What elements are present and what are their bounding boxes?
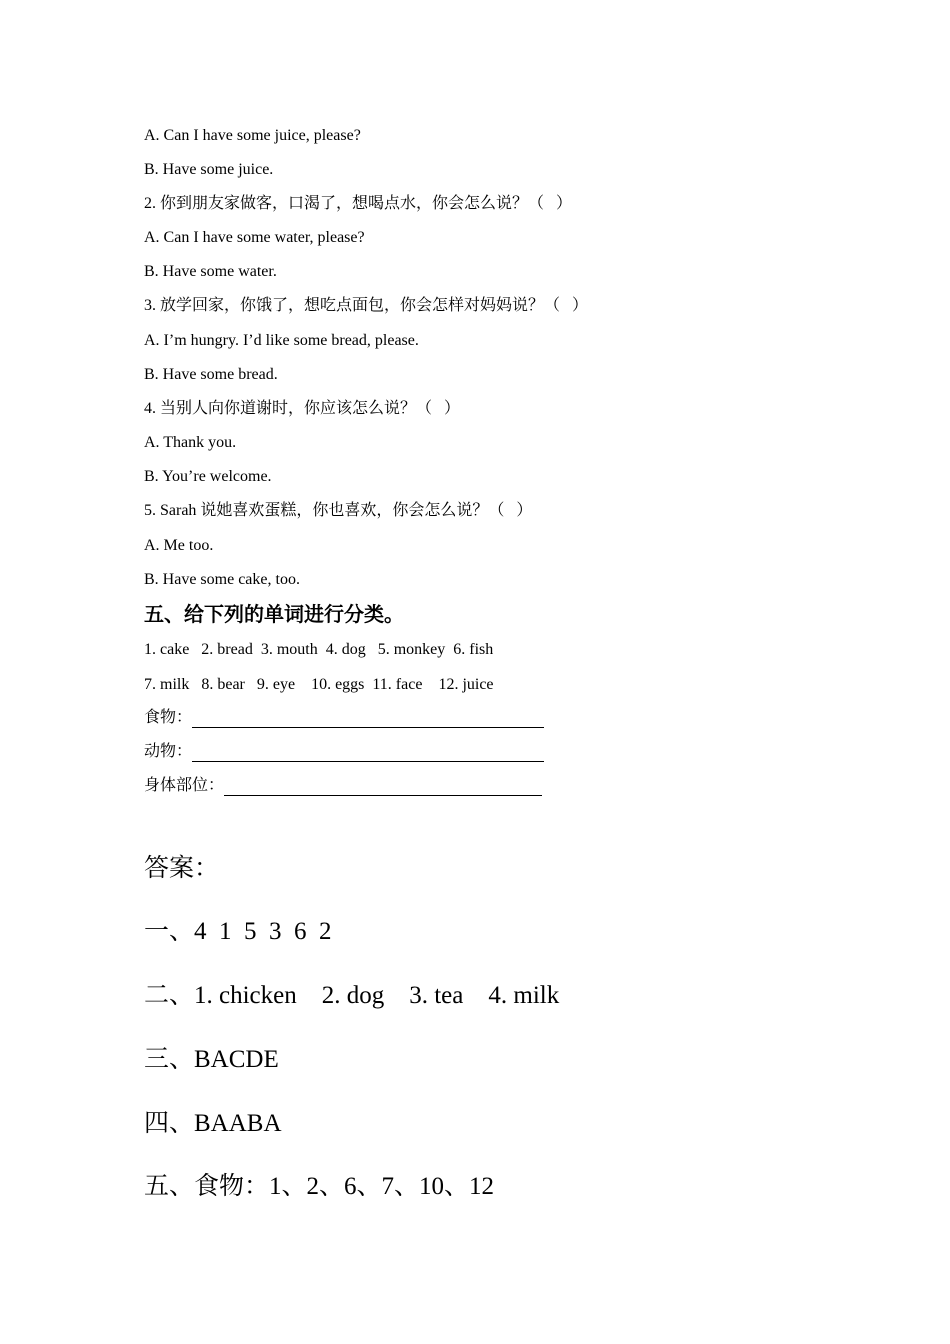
word-list-row-2: 7. milk 8. bear 9. eye 10. eggs 11. face 12. juice [144, 676, 494, 693]
q3-option-a: A. I’m hungry. I’d like some bread, please. [144, 332, 419, 349]
answer-heading: 答案： [144, 855, 220, 882]
animal-blank[interactable] [192, 747, 544, 762]
q4-option-a: A. Thank you. [144, 434, 237, 451]
answer-part-5: 五、食物：1、2、6、7、10、12 [144, 1173, 495, 1200]
animal-label: 动物： [144, 743, 193, 760]
food-blank[interactable] [192, 713, 544, 728]
q2-text: 2. 你到朋友家做客，口渴了，想喝点水，你会怎么说？（ ） [144, 195, 573, 212]
body-part-blank[interactable] [224, 781, 542, 796]
q5-option-a: A. Me too. [144, 537, 214, 554]
body-part-row [144, 776, 542, 796]
answer-part-2: 二、1. chicken 2. dog 3. tea 4. milk [144, 982, 560, 1009]
q1-option-a: A. Can I have some juice, please? [144, 127, 361, 144]
food-label: 食物： [144, 709, 193, 726]
q3-text: 3. 放学回家，你饿了，想吃点面包，你会怎样对妈妈说？（ ） [144, 297, 589, 314]
answer-part-3: 三、BACDE [144, 1046, 279, 1073]
q4-option-b: B. You’re welcome. [144, 468, 272, 485]
answer-part-4: 四、BAABA [144, 1110, 282, 1137]
q3-option-b: B. Have some bread. [144, 366, 278, 383]
q5-text: 5. Sarah 说她喜欢蛋糕，你也喜欢，你会怎么说？（ ） [144, 502, 533, 519]
q5-option-b: B. Have some cake, too. [144, 571, 300, 588]
answer-part-1: 一、4 1 5 3 6 2 [144, 918, 332, 945]
q1-option-b: B. Have some juice. [144, 161, 274, 178]
q2-option-b: B. Have some water. [144, 263, 277, 280]
q4-text: 4. 当别人向你道谢时，你应该怎么说？（ ） [144, 400, 461, 417]
animal-row [144, 742, 544, 762]
section-title: 五、给下列的单词进行分类。 [144, 602, 404, 626]
q2-option-a: A. Can I have some water, please? [144, 229, 365, 246]
word-list-row-1: 1. cake 2. bread 3. mouth 4. dog 5. monkey 6. fish [144, 641, 494, 658]
food-row [144, 708, 544, 728]
body-part-label: 身体部位： [144, 777, 225, 794]
